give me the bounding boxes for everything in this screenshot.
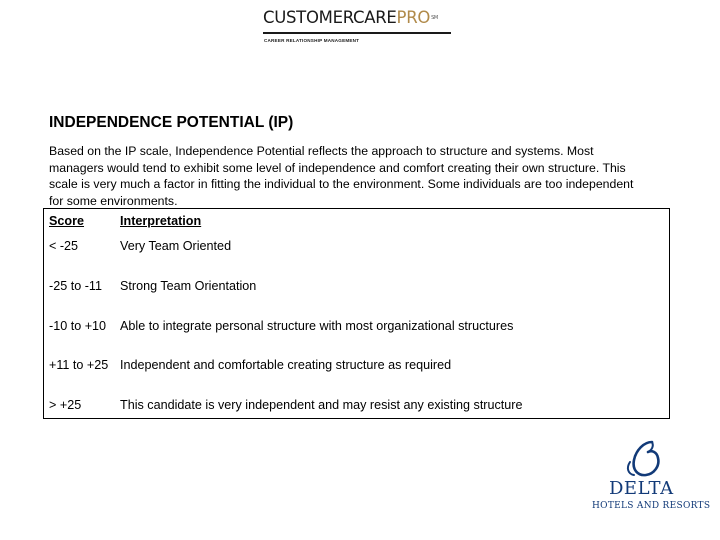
table-row-score: -10 to +10 <box>49 319 107 333</box>
logo-word-pro: PRO <box>396 8 431 27</box>
page-title: INDEPENDENCE POTENTIAL (IP) <box>49 114 294 131</box>
intro-paragraph: Based on the IP scale, Independence Potential reflects the approach to structure and systems. Most managers would tend to exhibit some level of independence and comfort creating their own structure. This scale is very much a factor in fitting the individual to the environment. Some individuals are too independent for some environments. <box>49 144 634 208</box>
table-row-interpretation: Strong Team Orientation <box>120 279 257 293</box>
table-row-score: +11 to +25 <box>49 358 109 372</box>
logo-tagline: CAREER RELATIONSHIP MANAGEMENT <box>264 38 360 43</box>
table-row-score: > +25 <box>49 398 82 412</box>
score-column-header: Score <box>49 214 85 228</box>
logo-word-customer: CUSTOMER <box>263 8 354 27</box>
logo-word-care: CARE <box>353 8 397 27</box>
delta-wordmark: DELTA <box>609 478 674 499</box>
delta-subtitle: HOTELS AND RESORTS <box>592 501 711 511</box>
table-row-interpretation: This candidate is very independent and may resist any existing structure <box>120 398 523 412</box>
delta-hotels-logo <box>588 440 711 520</box>
delta-emblem-icon <box>622 440 666 478</box>
table-row-interpretation: Independent and comfortable creating structure as required <box>120 358 452 372</box>
table-row-interpretation: Very Team Oriented <box>120 239 232 253</box>
interpretation-column-header: Interpretation <box>120 214 202 228</box>
logo-divider <box>263 32 451 34</box>
table-row-score: -25 to -11 <box>49 279 102 293</box>
customercarepro-logo <box>263 8 463 48</box>
table-row-interpretation: Able to integrate personal structure with most organizational structures <box>120 319 514 333</box>
table-row-score: < -25 <box>49 239 79 253</box>
logo-trademark: SM <box>431 15 438 21</box>
logo-wordmark <box>263 8 438 28</box>
